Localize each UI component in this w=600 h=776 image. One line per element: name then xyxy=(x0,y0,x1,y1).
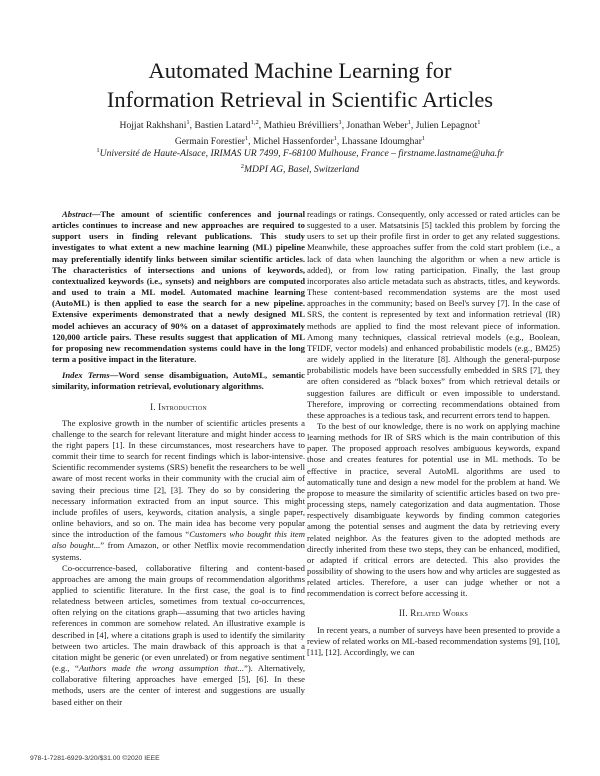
index-terms-label: Index Terms xyxy=(62,370,110,381)
left-column xyxy=(52,209,305,708)
title-line-2: Information Retrieval in Scientific Articles xyxy=(106,87,494,112)
related-paragraph-1: In recent years, a number of surveys have been presented to provide a review of related works on ML-based recommendation systems [9], [10], [11], [12]. Accordingly, we can xyxy=(307,624,560,657)
author-affiliation-mark: 1 xyxy=(421,135,426,143)
author-name: Germain Forestier xyxy=(174,136,245,148)
intro-paragraph-1 xyxy=(52,418,305,563)
author-name: Jonathan Weber xyxy=(346,120,408,132)
author-affiliation-mark: 1 xyxy=(477,119,481,126)
author-line-1: Hojjat Rakhshani$^1$, Bastien Latard$^{1,2}$, Mathieu Brévilliers$^1$, Jonathan Weber$^1$, Julien Lepagnot$^1$ xyxy=(119,119,481,132)
index-terms xyxy=(52,370,305,392)
paragraph-text: ” from Amazon, or other Netflix movie recommendation systems. xyxy=(52,540,305,562)
title-line-1: Automated Machine Learning for xyxy=(148,58,452,83)
abstract xyxy=(52,209,305,365)
author-name: Michel Hassenforder xyxy=(252,136,334,148)
affiliations xyxy=(0,144,600,176)
author-affiliation-mark: 1 xyxy=(186,119,190,126)
paragraph-text: Co-occurrence-based, collaborative filtering and content-based approaches are among the main groups of recommendation algorithms applied to scientific literature. In the first case, the goal is to find relatedness between articles, sometimes from textual co-occurrences, often relying on the citations graph—assuming that two articles having references in common are somehow related. An illustrative example is described in [4], where a citations graph is used to identify the similarity between two articles. The main drawback of this approach is that a citation might be generic (or even unrelated) or from negative sentiment (e.g., “ xyxy=(52,562,305,674)
author-line-2: Germain Forestier$^1$, Michel Hassenforder$^1$, Lhassane Idoumghar$^1$ xyxy=(174,135,426,148)
paper-title xyxy=(0,56,600,114)
author-name: Hojjat Rakhshani xyxy=(119,120,187,132)
author-name: Bastien Latard xyxy=(194,120,251,132)
author-affiliation-mark: 1 xyxy=(244,135,249,143)
author-affiliation-mark: 1 xyxy=(333,135,337,143)
index-terms-text: —Word sense disambiguation, AutoML, semantic similarity, information retrieval, evolutionary algorithms. xyxy=(52,370,305,392)
affiliation-text: Université de Haute-Alsace, IRIMAS UR 7499, F-68100 Mulhouse, France – firstname.lastname@uha.fr xyxy=(99,148,504,160)
intro-paragraph-2 xyxy=(52,563,305,708)
emphasized-quote: Customers who bought this item also bought... xyxy=(52,529,305,551)
affiliation-1 xyxy=(0,144,600,160)
section-heading-introduction: I. Introduction xyxy=(150,401,207,412)
affiliation-text: MDPI AG, Basel, Switzerland xyxy=(244,164,360,176)
copyright-footer: 978-1-7281-6929-3/20/$31.00 ©2020 IEEE xyxy=(30,755,160,762)
emphasized-quote: Authors made the wrong assumption that... xyxy=(78,663,244,674)
intro-paragraph-4: To the best of our knowledge, there is no work on applying machine learning methods for IR of SRS which is the main contribution of this paper. The proposed approach resolves ambiguous keywords, expand those and creates features for potential use in ML methods. To be effective in practice, several AutoML algorithms are used to automatically tune and design a new model for the problem at hand. We propose to measure the similarity of scientific articles based on two pre-processing steps, namely categorization and data augmentation. Those respectively disambiguate keywords by finding common categories among the potential senses and augment the data by retrieving every related neighbor. As the features given to the adopted methods are directly inherited from these two steps, they can be enhanced, modified, or adapted if critical errors are detected. This also provides the possibility of showing to the users how and why articles are suggested as related articles. Therefore, a user can judge whether or not a recommendation is correct before accessing it. xyxy=(307,420,560,599)
abstract-label: Abstract xyxy=(62,209,92,219)
paragraph-text: The explosive growth in the number of scientific articles presents a challenge to the search for relevant literature and might hinder access to the right papers [1]. In these circumstances, most researchers have to commit their time to search for recent findings which is labor-intensive. Scientific recommender systems (SRS) benefit the researchers to be well aware of most recent works in their community with the crucial aim of saving their precious time [2], [3]. They do so by considering the necessary information extracted from an input source. This might include profiles of users, keywords, citation analysis, a single paper, online behaviors, and so on. The main idea has become very popular since the introduction of the famous “ xyxy=(52,417,305,540)
affiliation-2 xyxy=(0,160,600,176)
author-name: Lhassane Idoumghar xyxy=(341,136,422,148)
author-affiliation-mark: 1,2 xyxy=(250,119,259,126)
paragraph-text: ”). Alternatively, collaborative filtering approaches have emerged [5], [6]. In these methods, users are the center of interest and suggestions are usually based either on their xyxy=(52,663,305,707)
author-affiliation-mark: 1 xyxy=(338,119,342,126)
section-heading-related-works: II. Related Works xyxy=(398,608,469,619)
right-column xyxy=(307,209,560,658)
author-name: Mathieu Brévilliers xyxy=(263,120,339,132)
abstract-text: —The amount of scientific conferences and journal articles continues to increase and new approaches are required to support users in finding relevant publications. This study investigates to what extent a new machine learning (ML) pipeline may preferentially identify links between similar scientific articles. The characteristics of intersections and unions of keywords, contextualized keywords (i.e., synsets) and neighbors are computed and used to train a ML model. Automated machine learning (AutoML) is then applied to ease the search for a new pipeline. Extensive experiments demonstrated that a newly designed ML model achieves an accuracy of 90% on a dataset of approximately 120,000 article pairs. These results suggest that application of ML for proposing new recommendation systems could have in the long term a positive impact in the literature. xyxy=(52,209,305,365)
affiliation-number: 2 xyxy=(240,163,245,171)
author-affiliation-mark: 1 xyxy=(407,119,411,126)
affiliation-number: 1 xyxy=(96,147,100,154)
intro-paragraph-3: readings or ratings. Consequently, only accessed or rated articles can be suggested to a user. Matsatsinis [5] tackled this problem by forcing the users to set up their profile first in order to get any related suggestions. Meanwhile, these approaches suffer from the cold start problem (i.e., a lack of data when launching the algorithm or when a new article is added), or from low rating participation. Finally, the last group incorporates also article metadata such as abstracts, titles, and keywords. These content-based recommendation systems are the most used approaches in the community; based on Beel's survey [7]. In the case of SRS, the content is represented by text and information retrieval (IR) methods are applied to find the most relevant piece of information. Among many techniques, classical retrieval models (e.g., Boolean, TFIDF, vector models) and enhanced probabilistic models (e.g., BM25) are widely applied in the literature [8]. Although the general-purpose probabilistic models have been successfully embedded in SRS [7], they are often considered as “black boxes” from which retrieval details or suggestion failures are difficult or even impossible to understand. Therefore, improving or correcting recommendations obtained from these approaches is a tedious task, and recurrent errors tend to happen. xyxy=(307,209,560,420)
author-name: Julien Lepagnot xyxy=(415,120,478,132)
